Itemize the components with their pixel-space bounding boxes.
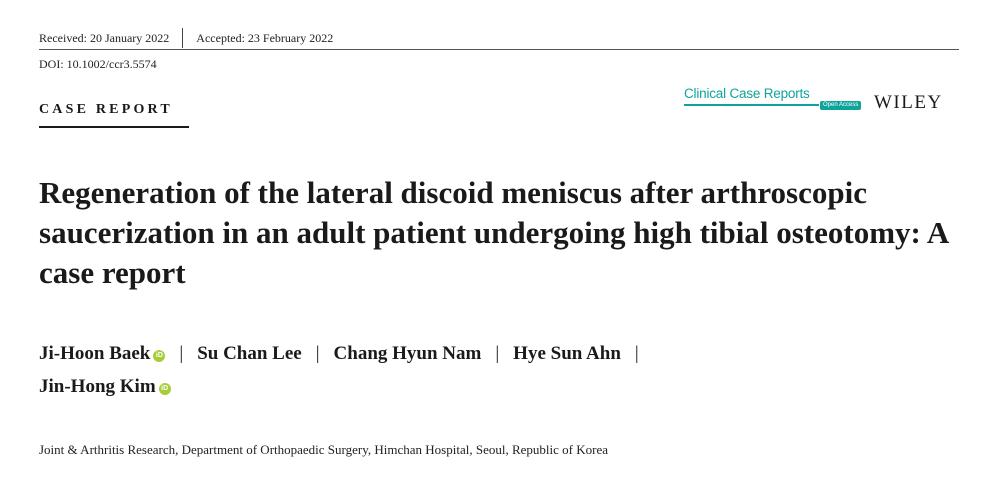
header-rule: [39, 49, 959, 50]
affiliation: Joint & Arthritis Research, Department of Orthopaedic Surgery, Himchan Hospital, Seoul, Republic of Korea: [39, 442, 608, 457]
accepted-date: Accepted: 23 February 2022: [196, 30, 334, 45]
author-separator: |: [634, 343, 639, 364]
doi-link[interactable]: DOI: 10.1002/ccr3.5574: [39, 57, 157, 71]
author-name[interactable]: Su Chan Lee: [197, 343, 302, 364]
author-separator: |: [179, 343, 184, 364]
orcid-icon[interactable]: iD: [153, 350, 165, 362]
author-name[interactable]: Jin-Hong Kim iD: [39, 376, 171, 397]
article-dates: [39, 29, 333, 47]
publisher-logo: WILEY: [874, 92, 943, 113]
open-access-badge: Open Access: [820, 101, 861, 110]
author-name[interactable]: Ji-Hoon Baek iD: [39, 343, 165, 364]
author-name[interactable]: Chang Hyun Nam: [333, 343, 482, 364]
author-list: [39, 337, 939, 403]
received-date: Received: 20 January 2022: [39, 30, 170, 45]
date-separator: [182, 28, 183, 48]
article-type-label: CASE REPORT: [39, 102, 173, 117]
journal-logo: [684, 86, 864, 114]
journal-logo-bar: [684, 104, 819, 106]
author-separator: |: [495, 343, 500, 364]
article-type-underline: [39, 126, 189, 128]
journal-name: Clinical Case Reports: [684, 86, 810, 101]
author-separator: |: [315, 343, 320, 364]
orcid-icon[interactable]: iD: [159, 383, 171, 395]
article-title: Regeneration of the lateral discoid meniscus after arthroscopic saucerization in an adult patient undergoing high tibial osteotomy: A case report: [39, 175, 948, 290]
author-name[interactable]: Hye Sun Ahn: [513, 343, 621, 364]
